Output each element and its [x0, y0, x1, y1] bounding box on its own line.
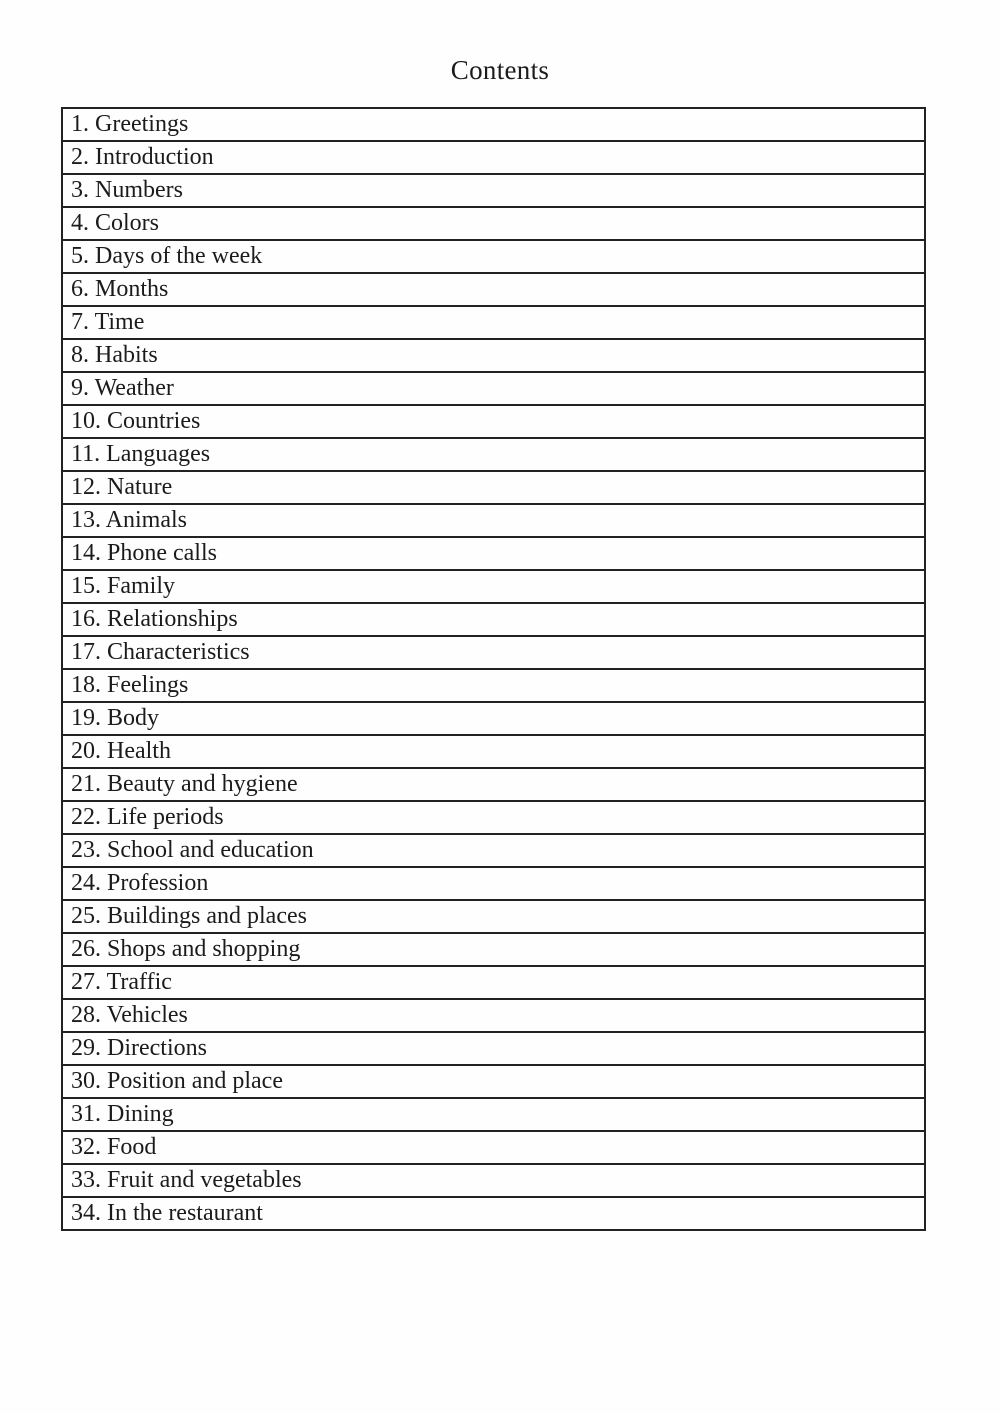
contents-row: 1. Greetings — [63, 109, 924, 142]
contents-row: 33. Fruit and vegetables — [63, 1165, 924, 1198]
contents-table — [61, 107, 926, 1231]
contents-row: 19. Body — [63, 703, 924, 736]
contents-row: 9. Weather — [63, 373, 924, 406]
contents-row: 25. Buildings and places — [63, 901, 924, 934]
contents-row: 6. Months — [63, 274, 924, 307]
contents-row: 4. Colors — [63, 208, 924, 241]
contents-row: 3. Numbers — [63, 175, 924, 208]
contents-row: 16. Relationships — [63, 604, 924, 637]
contents-row: 27. Traffic — [63, 967, 924, 1000]
contents-row: 28. Vehicles — [63, 1000, 924, 1033]
contents-row: 5. Days of the week — [63, 241, 924, 274]
contents-row: 8. Habits — [63, 340, 924, 373]
contents-row: 18. Feelings — [63, 670, 924, 703]
contents-row: 31. Dining — [63, 1099, 924, 1132]
contents-row: 15. Family — [63, 571, 924, 604]
contents-row: 30. Position and place — [63, 1066, 924, 1099]
contents-row: 10. Countries — [63, 406, 924, 439]
contents-row: 20. Health — [63, 736, 924, 769]
contents-row: 7. Time — [63, 307, 924, 340]
contents-row: 26. Shops and shopping — [63, 934, 924, 967]
contents-row: 2. Introduction — [63, 142, 924, 175]
contents-row: 13. Animals — [63, 505, 924, 538]
contents-row: 14. Phone calls — [63, 538, 924, 571]
contents-row: 11. Languages — [63, 439, 924, 472]
contents-row: 32. Food — [63, 1132, 924, 1165]
contents-row: 34. In the restaurant — [71, 1200, 263, 1226]
contents-row: 23. School and education — [63, 835, 924, 868]
contents-row: 17. Characteristics — [63, 637, 924, 670]
contents-row: 22. Life periods — [63, 802, 924, 835]
page-title: Contents — [450, 55, 550, 85]
contents-row: 29. Directions — [63, 1033, 924, 1066]
contents-row: 24. Profession — [63, 868, 924, 901]
contents-row: 12. Nature — [63, 472, 924, 505]
contents-row: 21. Beauty and hygiene — [63, 769, 924, 802]
